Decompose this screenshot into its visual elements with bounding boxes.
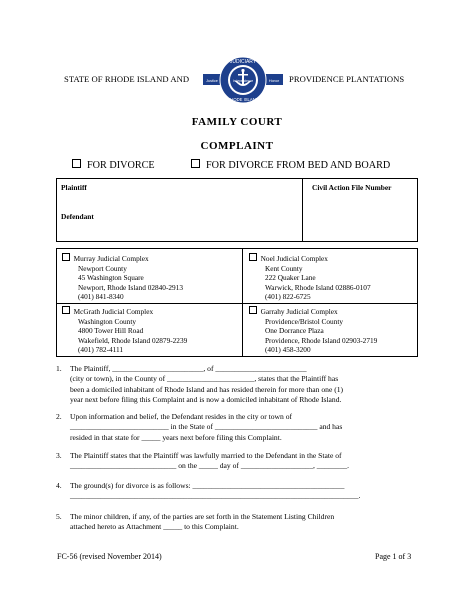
- checkbox-icon[interactable]: [62, 253, 70, 261]
- paragraph-number: 5.: [56, 512, 62, 521]
- paragraph-line: ____________________________ on the _____ day of ___________________, ________.: [70, 461, 350, 471]
- paragraph-line: ____________________________________________________________________________.: [70, 491, 361, 501]
- paragraph-line: (city or town), in the County of _______________________, states that the Plaintiff has: [70, 374, 339, 384]
- court-city: Wakefield, Rhode Island 02879-2239: [78, 335, 188, 345]
- checkbox-icon[interactable]: [72, 159, 81, 168]
- court-street: 222 Quaker Lane: [265, 273, 316, 283]
- court-phone: (401) 458-3200: [265, 345, 311, 355]
- file-number-label: Civil Action File Number: [312, 183, 392, 192]
- court-street: 45 Washington Square: [78, 273, 144, 283]
- seal-text-left: Justice: [206, 79, 218, 83]
- checkbox-icon[interactable]: [191, 159, 200, 168]
- paragraph-line: resided in that state for _____ years next before filing this Complaint.: [70, 432, 282, 442]
- checkbox-icon[interactable]: [249, 253, 257, 261]
- table-divider: [302, 179, 303, 241]
- paragraph-5: [56, 512, 418, 533]
- checkbox-icon[interactable]: [249, 306, 257, 314]
- paragraph-line: The ground(s) for divorce is as follows: ________________________________________: [70, 481, 345, 490]
- paragraph-number: 4.: [56, 481, 62, 490]
- seal-text-top: JUDICIARY: [229, 59, 257, 65]
- court-city: Warwick, Rhode Island 02886-0107: [265, 282, 371, 292]
- court-county: Washington County: [78, 316, 136, 326]
- paragraph-line: year next before filing this Complaint and is now a domiciled inhabitant of Rhode Island.: [70, 395, 342, 405]
- header-plantations-text: PROVIDENCE PLANTATIONS: [289, 74, 405, 84]
- header-state-text: STATE OF RHODE ISLAND AND: [64, 74, 190, 84]
- court-option-kent[interactable]: [249, 253, 371, 302]
- paragraph-number: 3.: [56, 451, 62, 460]
- paragraph-line: Upon information and belief, the Defendant resides in the city or town of: [70, 412, 293, 421]
- form-revision: FC-56 (revised November 2014): [57, 552, 162, 561]
- paragraph-line: The Plaintiff states that the Plaintiff was lawfully married to the Defendant in the State of: [70, 451, 342, 460]
- court-city: Providence, Rhode Island 02903-2719: [265, 335, 378, 345]
- paragraph-line: been a domiciled inhabitant of Rhode Island and has resided therein for more than one (1): [70, 384, 344, 394]
- courts-table: [56, 248, 418, 357]
- seal-text-center: Independence: [232, 79, 254, 83]
- court-name: Garrahy Judicial Complex: [260, 307, 338, 316]
- page-subtitle: COMPLAINT: [200, 140, 274, 152]
- paragraph-number: 2.: [56, 412, 62, 421]
- page-title: FAMILY COURT: [191, 116, 283, 128]
- court-name: Murray Judicial Complex: [73, 254, 149, 263]
- court-street: 4800 Tower Hill Road: [78, 326, 144, 336]
- courts-horizontal-divider: [57, 303, 417, 304]
- plaintiff-label: Plaintiff: [61, 183, 87, 192]
- court-name: Noel Judicial Complex: [260, 254, 328, 263]
- paragraph-line: __________________________ in the State of ___________________________ and has: [70, 422, 343, 432]
- paragraph-3: [56, 451, 418, 472]
- seal-text-right: Honor: [268, 79, 280, 83]
- paragraph-4: [56, 481, 418, 502]
- defendant-label: Defendant: [61, 212, 94, 221]
- court-option-newport[interactable]: [62, 253, 183, 302]
- court-street: One Dorrance Plaza: [265, 326, 324, 336]
- court-option-washington[interactable]: [62, 306, 187, 355]
- paragraph-line: attached hereto as Attachment _____ to this Complaint.: [70, 522, 239, 532]
- page-number: Page 1 of 3: [375, 552, 412, 561]
- paragraph-line: The Plaintiff, ________________________, of ________________________: [70, 364, 307, 373]
- parties-table: [56, 178, 418, 242]
- paragraph-2: [56, 412, 418, 443]
- paragraph-line: The minor children, if any, of the parties are set forth in the Statement Listing Children: [70, 512, 335, 521]
- judiciary-seal: [203, 55, 283, 105]
- court-county: Kent County: [265, 263, 303, 273]
- option-divorce-label: FOR DIVORCE: [87, 160, 155, 171]
- paragraph-number: 1.: [56, 364, 62, 373]
- court-county: Newport County: [78, 263, 127, 273]
- court-phone: (401) 841-8340: [78, 292, 124, 302]
- court-county: Providence/Bristol County: [265, 316, 344, 326]
- option-bed-and-board[interactable]: [191, 159, 390, 171]
- court-city: Newport, Rhode Island 02840-2913: [78, 282, 183, 292]
- seal-text-bottom: RHODE ISLAND: [227, 97, 259, 102]
- court-name: McGrath Judicial Complex: [73, 307, 154, 316]
- checkbox-icon[interactable]: [62, 306, 70, 314]
- court-option-providence[interactable]: [249, 306, 377, 355]
- option-bed-and-board-label: FOR DIVORCE FROM BED AND BOARD: [206, 160, 391, 171]
- paragraph-1: [56, 364, 418, 406]
- court-phone: (401) 822-6725: [265, 292, 311, 302]
- court-phone: (401) 782-4111: [78, 345, 124, 355]
- option-divorce[interactable]: [72, 159, 155, 171]
